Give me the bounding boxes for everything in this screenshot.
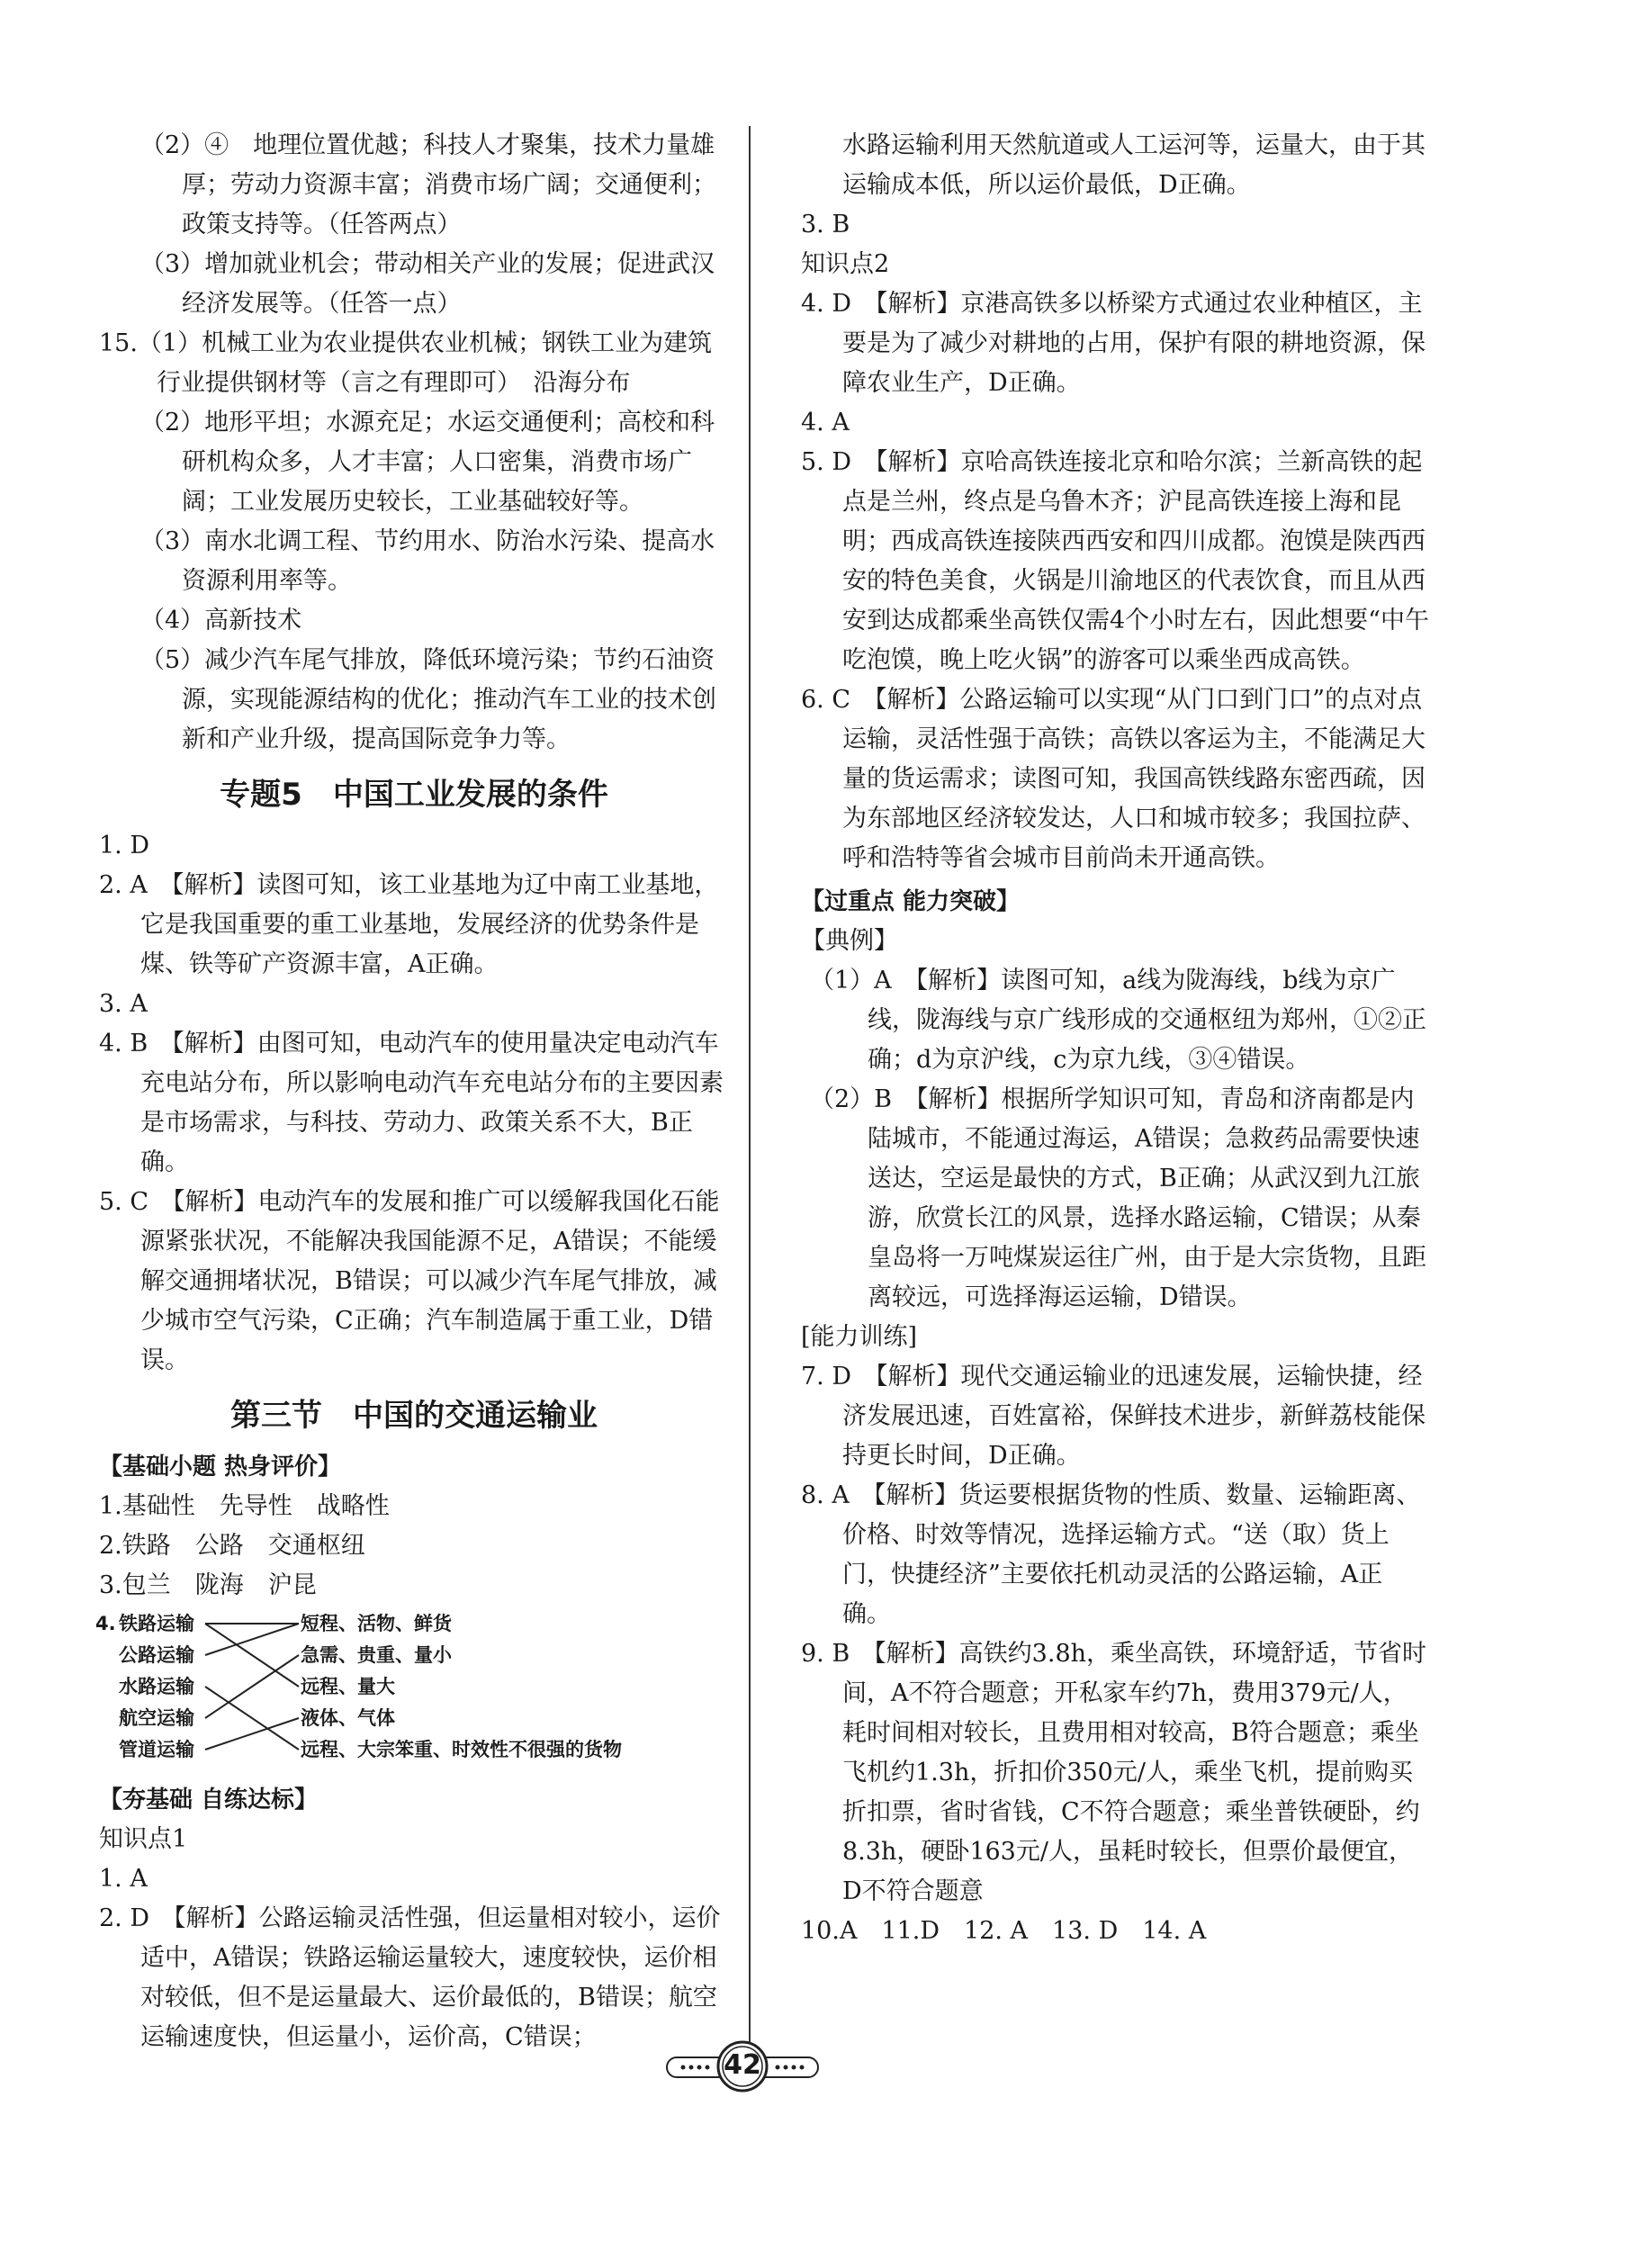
answer-line: 2. A 【解析】读图可知，该工业基地为辽中南工业基地，它是我国重要的重工业基地，发展经济的优势条件是煤、铁等矿产资源丰富，A正确。 [99,871,719,978]
answer-line: 4. A [801,409,850,436]
right-column [801,126,1431,1951]
section-tag: 【基础小题 热身评价】 [99,1454,342,1480]
section-heading: 第三节 中国的交通运输业 [230,1398,598,1434]
typical-example-label: 【典例】 [801,927,898,955]
knowledge-point-label: 知识点2 [801,250,890,278]
match-left-item: 航空运输 [119,1707,194,1729]
match-right-item: 远程、量大 [301,1676,395,1697]
match-right-item: 急需、贵重、量小 [301,1644,452,1666]
answer-line: 1.基础性 先导性 战略性 [99,1492,390,1520]
answer-line: 15.（1）机械工业为农业提供农业机械；钢铁工业为建筑行业提供钢材等（言之有理即可） 沿海分布 [99,329,713,397]
answer-line: 8. A 【解析】货运要根据货物的性质、数量、运输距离、价格、时效等情况，选择运输方式。“送（取）货上门，快捷经济”主要依托机动灵活的公路运输，A正确。 [801,1481,1421,1628]
answer-line: 1. A [99,1865,148,1893]
answer-line: （5）减少汽车尾气排放，降低环境污染；节约石油资源，实现能源结构的优化；推动汽车工业的技术创新和产业升级，提高国际竞争力等。 [140,646,716,753]
match-right-item: 远程、大宗笨重、时效性不很强的货物 [301,1739,622,1760]
answer-line: （2）B 【解析】根据所学知识可知，青岛和济南都是内陆城市，不能通过海运，A错误；急救药品需要快速送达，空运是最快的方式，B正确；从武汉到九江旅游，欣赏长江的风景，选择水路运输，C错误；从秦皇岛将一万吨煤炭运往广州，由于是大宗货物，且距离较远，可选择海运运输，D错误。 [810,1085,1426,1311]
match-left-item: 铁路运输 [119,1613,194,1634]
answer-line: 10.A 11.D 12. A 13. D 14. A [801,1917,1207,1945]
ability-training-label: [能力训练] [801,1323,918,1351]
match-right-item: 短程、活物、鲜货 [301,1613,452,1634]
answer-line: 3. B [801,211,850,238]
match-left-item: 公路运输 [119,1644,194,1666]
answer-line: 5. C 【解析】电动汽车的发展和推广可以缓解我国化石能源紧张状况，不能解决我国能源不足，A错误；不能缓解交通拥堵状况，B错误；可以减少汽车尾气排放，减少城市空气污染，C正确；汽车制造属于重工业，D错误。 [99,1188,720,1374]
page-number-badge [661,2039,823,2093]
topic-heading: 专题5 中国工业发展的条件 [220,777,608,813]
answer-line: 1. D [99,832,149,860]
answer-line: （2）地形平坦；水源充足；水运交通便利；高校和科研机构众多，人才丰富；人口密集，消费市场广阔；工业发展历史较长，工业基础较好等。 [140,409,715,516]
answer-line: （4）高新技术 [140,607,302,634]
answer-line: 水路运输利用天然航道或人工运河等，运量大，由于其运输成本低，所以运价最低，D正确。 [842,131,1426,199]
answer-line: 7. D 【解析】现代交通运输业的迅速发展，运输快捷，经济发展迅速，百姓富裕，保鲜技术进步，新鲜荔枝能保持更长时间，D正确。 [801,1363,1426,1470]
match-left-item: 水路运输 [119,1676,194,1697]
page-number: 42 [724,2049,761,2081]
answer-line: 3.包兰 陇海 沪昆 [99,1571,317,1599]
answer-line: （2）④ 地理位置优越；科技人才聚集，技术力量雄厚；劳动力资源丰富；消费市场广阔；交通便利；政策支持等。（任答两点） [140,131,716,238]
answer-line: 5. D 【解析】京哈高铁连接北京和哈尔滨；兰新高铁的起点是兰州，终点是乌鲁木齐；沪昆高铁连接上海和昆明；西成高铁连接陕西西安和四川成都。泡馍是陕西西安的特色美食，火锅是川渝地区的代表饮食，而且从西安到达成都乘坐高铁仅需4个小时左右，因此想要“中午吃泡馍，晚上吃火锅”的游客可以乘坐西成高铁。 [801,448,1429,674]
answer-line: （1）A 【解析】读图可知，a线为陇海线，b线为京广线，陇海线与京广线形成的交通枢纽为郑州，①②正确；d为京沪线，c为京九线，③④错误。 [810,967,1426,1074]
matching-diagram [95,1611,729,1773]
section-tag: 【过重点 能力突破】 [801,888,1021,915]
answer-line: （3）南水北调工程、节约用水、防治水污染、提高水资源利用率等。 [140,527,715,595]
answer-line: 2. D 【解析】公路运输灵活性强，但运量相对较小，运价适中，A错误；铁路运输运量较大，速度较快，运价相对较低，但不是运量最大、运价最低的，B错误；航空运输速度快，但运量小，运价高，C错误； [99,1904,721,2051]
column-divider [749,126,751,2061]
left-column [95,126,729,2057]
answer-line: 9. B 【解析】高铁约3.8h，乘坐高铁，环境舒适，节省时间，A不符合题意；开私家车约7h，费用379元/人，耗时间相对较长，且费用相对较高，B符合题意；乘坐飞机约1.3h，折扣价350元/人，乘坐飞机，提前购买折扣票，省时省钱，C不符合题意；乘坐普铁硬卧，约8.3h，硬卧163元/人，虽耗时较长，但票价最便宜，D不符合题意 [801,1640,1427,1905]
answer-line: 2.铁路 公路 交通枢纽 [99,1532,365,1560]
match-left-item: 管道运输 [119,1739,194,1760]
section-tag: 【夯基础 自练达标】 [99,1786,319,1814]
question-number: 4. [95,1613,116,1634]
answer-line: 6. C 【解析】公路运输可以实现“从门口到门口”的点对点运输，灵活性强于高铁；高铁以客运为主，不能满足大量的货运需求；读图可知，我国高铁线路东密西疏，因为东部地区经济较发达，人口和城市较多；我国拉萨、呼和浩特等省会城市目前尚未开通高铁。 [801,686,1426,872]
answer-line: 3. A [99,990,148,1018]
match-right-item: 液体、气体 [301,1707,395,1729]
knowledge-point-label: 知识点1 [99,1825,188,1853]
answer-line: 4. D 【解析】京港高铁多以桥梁方式通过农业种植区，主要是为了减少对耕地的占用，保护有限的耕地资源，保障农业生产，D正确。 [801,290,1426,397]
answer-line: （3）增加就业机会；带动相关产业的发展；促进武汉经济发展等。（任答一点） [140,250,715,318]
answer-line: 4. B 【解析】由图可知，电动汽车的使用量决定电动汽车充电站分布，所以影响电动汽车充电站分布的主要因素是市场需求，与科技、劳动力、政策关系不大，B正确。 [99,1030,724,1176]
